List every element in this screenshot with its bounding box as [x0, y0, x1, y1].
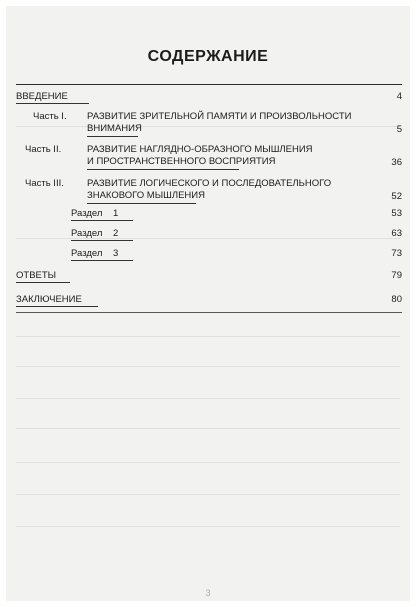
toc-entry-label: И ПРОСТРАНСТВЕННОГО ВОСПРИЯТИЯ: [87, 156, 276, 167]
toc-entry-part-3[interactable]: [25, 178, 332, 201]
bleed-through-line: [16, 526, 400, 527]
title-rule: [16, 84, 402, 85]
toc-page-number: 79: [391, 270, 402, 281]
bleed-through-line: [16, 398, 400, 399]
toc-entry-prefix: Часть I.: [33, 111, 67, 122]
entry-underline: [87, 203, 196, 204]
bleed-through-line: [16, 336, 400, 337]
bleed-through-line: [16, 462, 400, 463]
toc-page-number: 63: [391, 228, 402, 239]
entry-underline: [87, 169, 239, 170]
toc-entry-prefix: Часть II.: [25, 144, 62, 155]
toc-entry-introduction[interactable]: [16, 91, 68, 103]
toc-page-number: 80: [391, 294, 402, 305]
toc-bottom-rule: [16, 312, 402, 313]
toc-entry-label: РАЗВИТИЕ ЛОГИЧЕСКОГО И ПОСЛЕДОВАТЕЛЬНОГО: [87, 178, 332, 189]
entry-underline: [71, 240, 133, 241]
toc-entry-label: ВНИМАНИЯ: [87, 123, 142, 134]
toc-entry-conclusion[interactable]: [16, 294, 82, 306]
toc-page-number: 73: [391, 248, 402, 259]
entry-underline: [16, 282, 70, 283]
toc-entry-label: ВВЕДЕНИЕ: [16, 91, 68, 102]
entry-underline: [71, 260, 133, 261]
bleed-through-line: [16, 428, 400, 429]
toc-entry-part-2[interactable]: [25, 144, 313, 167]
entry-underline: [71, 220, 133, 221]
toc-entry-prefix: Часть III.: [25, 178, 64, 189]
toc-entry-label: ОТВЕТЫ: [16, 270, 57, 281]
toc-page-number: 36: [391, 157, 402, 168]
toc-entry-label: ЗНАКОВОГО МЫШЛЕНИЯ: [87, 190, 205, 201]
toc-page-number: 5: [396, 124, 402, 135]
page-number: 3: [205, 588, 211, 598]
entry-underline: [87, 136, 138, 137]
toc-entry-label: Раздел 1: [71, 208, 119, 219]
toc-page-number: 53: [391, 208, 402, 219]
toc-entry-answers[interactable]: [16, 270, 56, 282]
page-title: СОДЕРЖАНИЕ: [147, 48, 269, 65]
entry-underline: [16, 103, 89, 104]
bleed-through-line: [16, 366, 400, 367]
toc-page-number: 52: [391, 191, 402, 202]
bleed-through-line: [16, 494, 400, 495]
entry-underline: [16, 306, 98, 307]
toc-entry-label: ЗАКЛЮЧЕНИЕ: [16, 294, 82, 305]
toc-entry-label: РАЗВИТИЕ НАГЛЯДНО-ОБРАЗНОГО МЫШЛЕНИЯ: [87, 144, 313, 155]
document-page: [6, 6, 410, 601]
toc-entry-label: Раздел 2: [71, 228, 119, 239]
bleed-through-line: [16, 126, 400, 127]
toc-entry-label: Раздел 3: [71, 248, 119, 259]
toc-entry-section-2[interactable]: [71, 228, 118, 240]
toc-page-number: 4: [396, 91, 402, 102]
toc-entry-label: РАЗВИТИЕ ЗРИТЕЛЬНОЙ ПАМЯТИ И ПРОИЗВОЛЬНОСТИ: [87, 111, 352, 122]
toc-entry-section-1[interactable]: [71, 208, 118, 220]
toc-entry-section-3[interactable]: [71, 248, 118, 260]
toc-entry-part-1[interactable]: [33, 111, 352, 134]
